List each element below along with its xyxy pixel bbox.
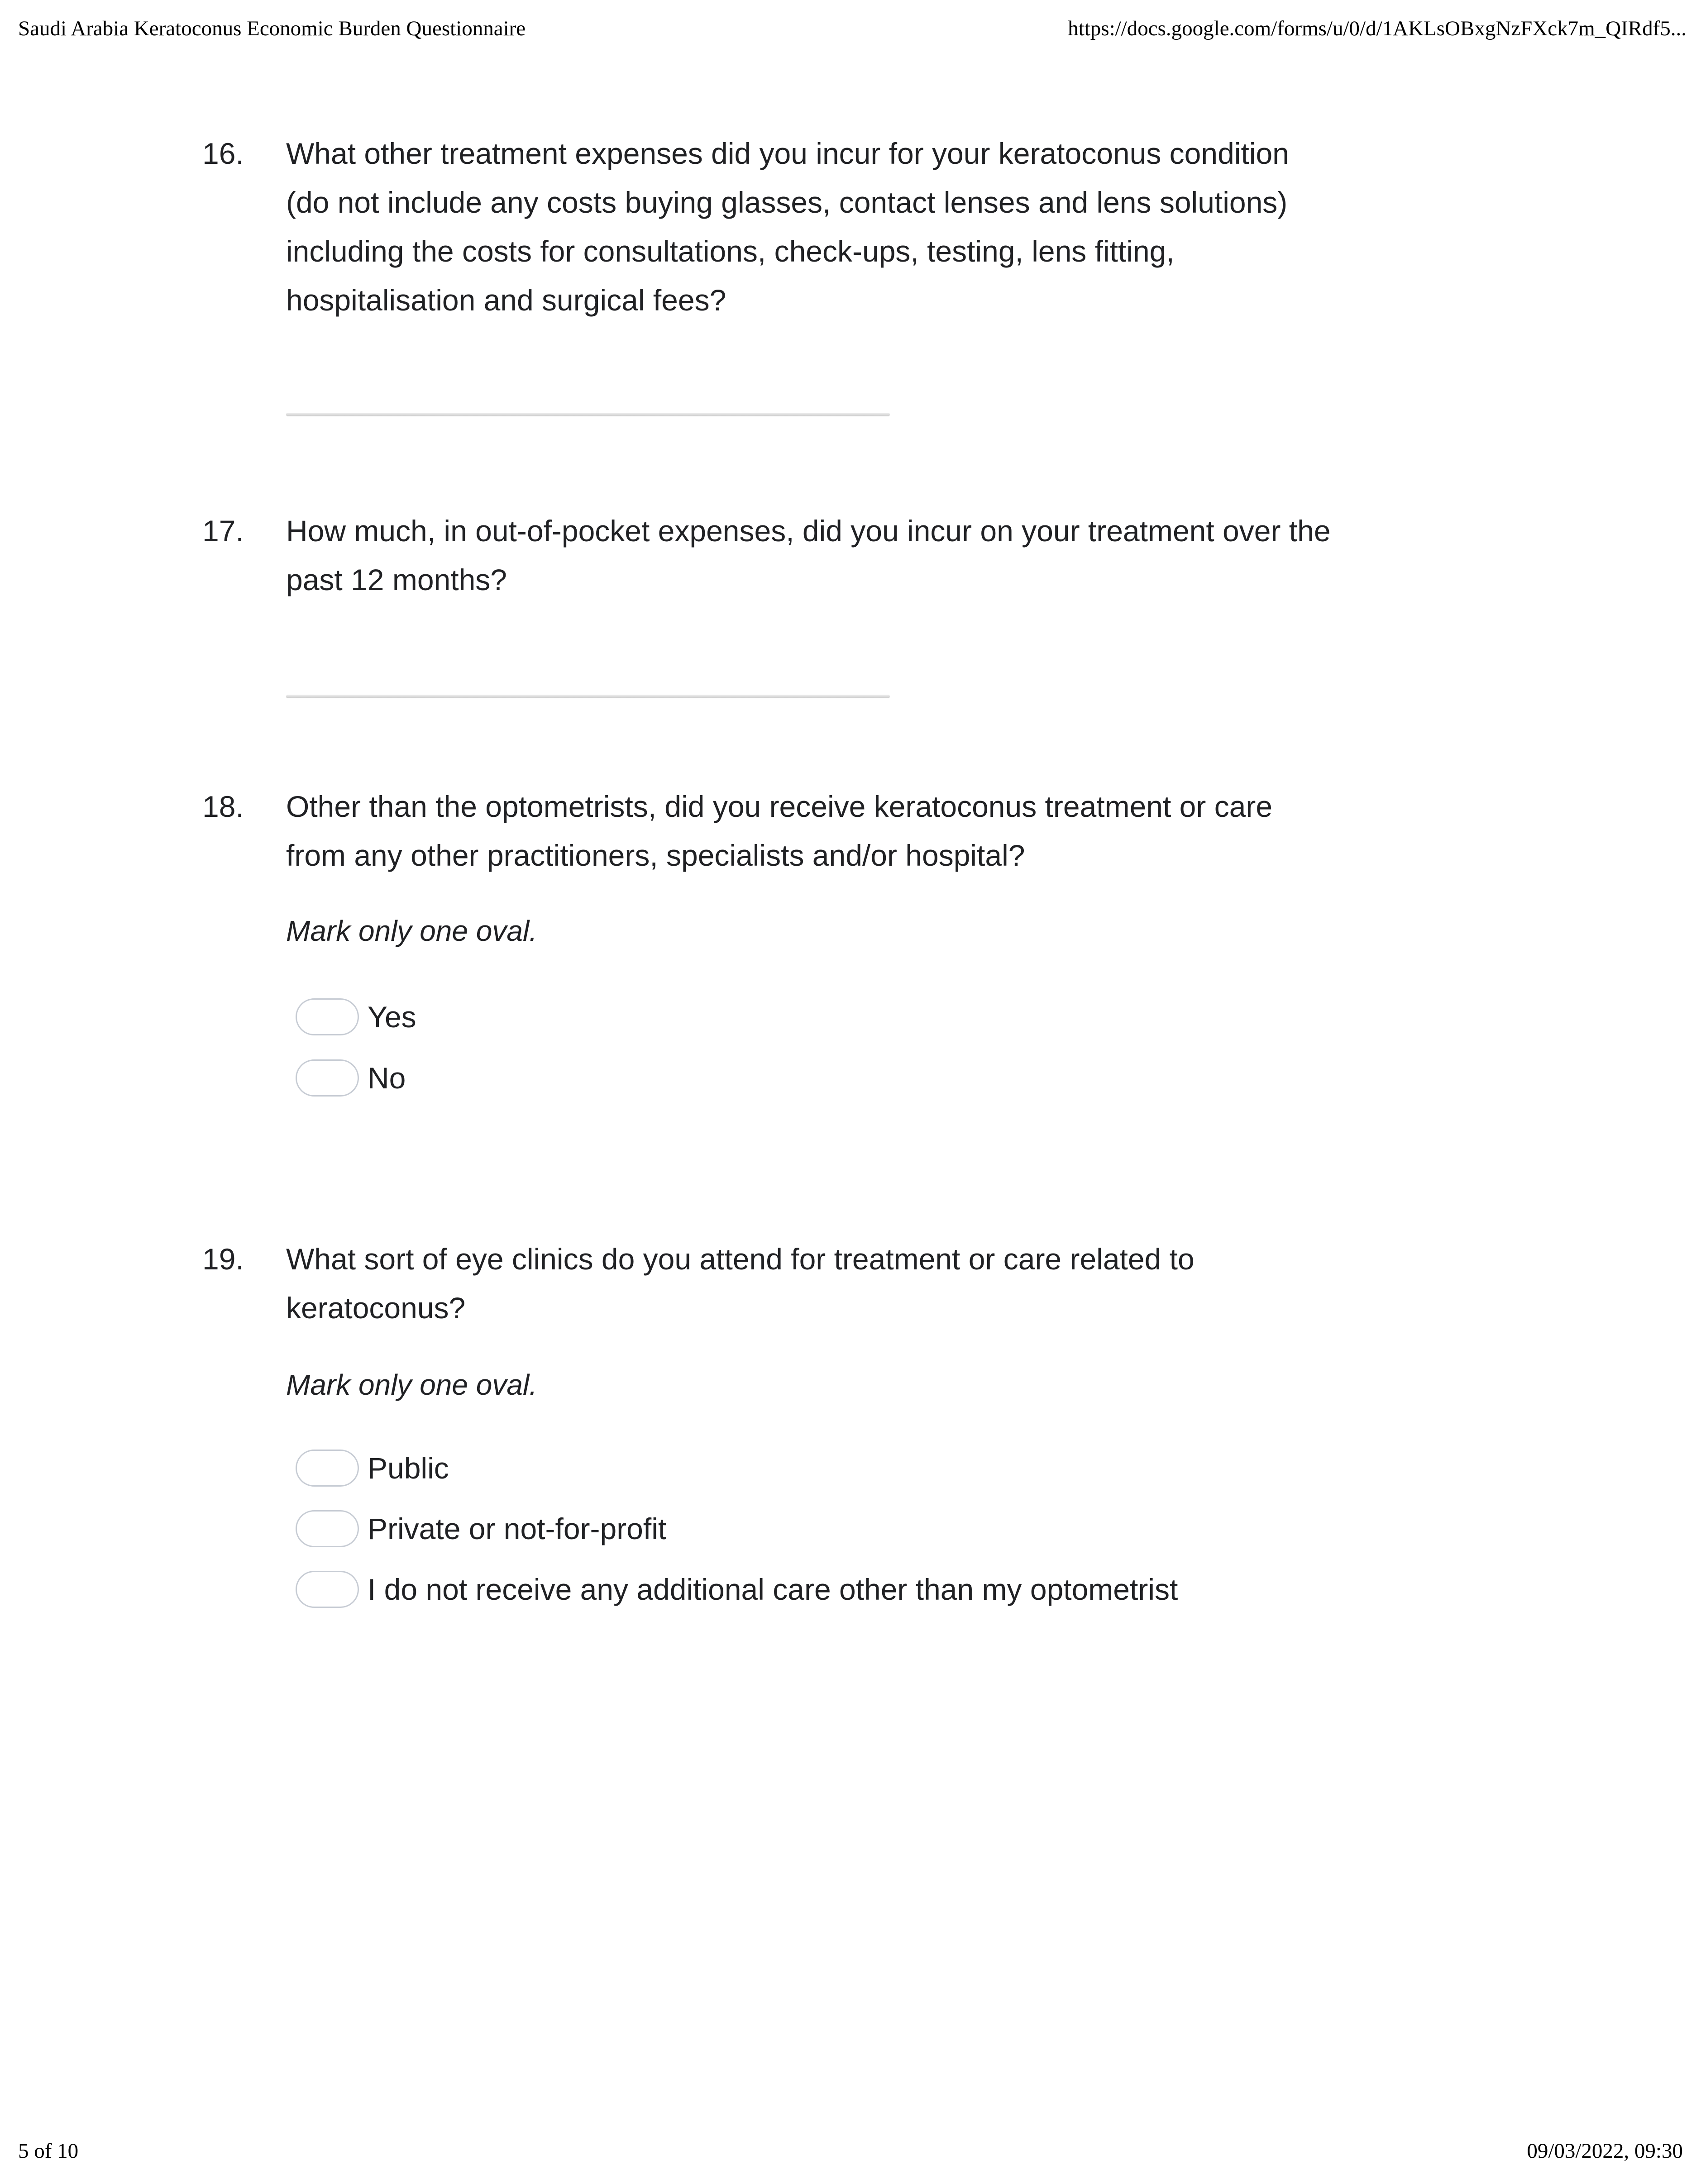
question-18-line-2: from any other practitioners, specialists and/or hospital? — [286, 839, 1025, 872]
question-17-text — [286, 506, 1508, 604]
option-label: I do not receive any additional care other than my optometrist — [368, 1573, 1178, 1606]
option-label: Yes — [368, 1000, 416, 1034]
question-19-line-1: What sort of eye clinics do you attend for treatment or care related to — [286, 1242, 1195, 1276]
question-16-number: 16. — [202, 137, 244, 170]
radio-oval-icon[interactable] — [296, 998, 359, 1035]
question-19-option-private — [296, 1510, 666, 1547]
question-16-line-2: (do not include any costs buying glasses, contact lenses and lens solutions) — [286, 186, 1288, 219]
question-17-line-1: How much, in out-of-pocket expenses, did you incur on your treatment over the — [286, 514, 1331, 548]
question-17-answer-blank-line[interactable] — [286, 695, 890, 698]
question-19-line-2: keratoconus? — [286, 1291, 466, 1325]
question-16-line-3: including the costs for consultations, check-ups, testing, lens fitting, — [286, 234, 1175, 268]
option-label: No — [368, 1061, 406, 1095]
footer-print-timestamp: 09/03/2022, 09:30 — [1527, 2139, 1683, 2163]
question-16-text — [286, 129, 1508, 324]
question-18-number: 18. — [202, 790, 244, 823]
question-19-option-public — [296, 1450, 449, 1487]
question-18-option-yes — [296, 998, 416, 1035]
question-19-mark-only-one-oval-note: Mark only one oval. — [286, 1369, 537, 1401]
document-url: https://docs.google.com/forms/u/0/d/1AKLsOBxgNzFXck7m_QIRdf5... — [1068, 17, 1687, 40]
option-label: Private or not-for-profit — [368, 1512, 667, 1545]
radio-oval-icon[interactable] — [296, 1450, 359, 1487]
radio-oval-icon[interactable] — [296, 1510, 359, 1547]
question-18-option-no — [296, 1059, 406, 1097]
question-16-line-1: What other treatment expenses did you incur for your keratoconus condition — [286, 137, 1289, 170]
question-18-mark-only-one-oval-note: Mark only one oval. — [286, 915, 537, 947]
question-16-line-4: hospitalisation and surgical fees? — [286, 283, 726, 317]
option-label: Public — [368, 1451, 449, 1485]
question-19-number: 19. — [202, 1242, 244, 1276]
footer-page-indicator: 5 of 10 — [18, 2139, 79, 2163]
question-17-line-2: past 12 months? — [286, 563, 507, 596]
radio-oval-icon[interactable] — [296, 1059, 359, 1097]
question-18-text — [286, 782, 1508, 880]
radio-oval-icon[interactable] — [296, 1571, 359, 1608]
question-19-text — [286, 1235, 1508, 1332]
question-16-answer-blank-line[interactable] — [286, 413, 890, 416]
question-18-line-1: Other than the optometrists, did you receive keratoconus treatment or care — [286, 790, 1273, 823]
question-19-option-no-additional-care — [296, 1571, 1178, 1608]
question-17-number: 17. — [202, 514, 244, 548]
page-title: Saudi Arabia Keratoconus Economic Burden Questionnaire — [18, 17, 526, 40]
